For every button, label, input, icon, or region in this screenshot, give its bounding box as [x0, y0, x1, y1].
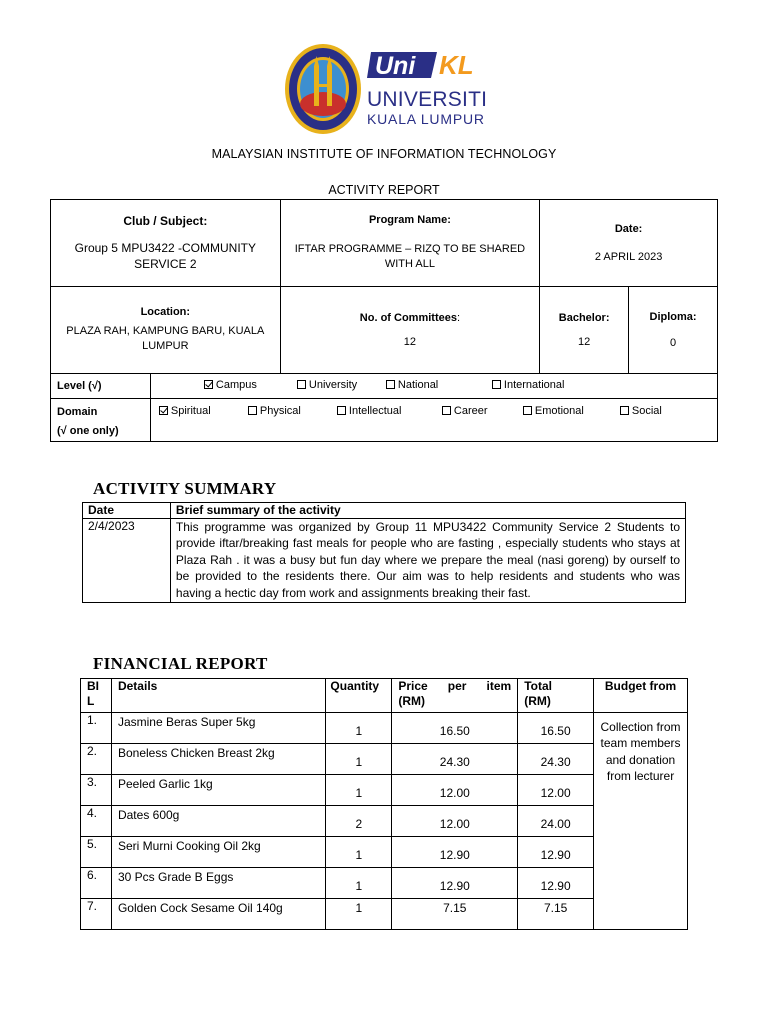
location-value: PLAZA RAH, KAMPUNG BARU, KUALA LUMPUR: [66, 325, 265, 352]
svg-text:KL: KL: [439, 50, 474, 80]
diploma-label: Diploma:: [649, 311, 697, 323]
summary-text: This programme was organized by Group 11 MPU3422 Community Service 2 Students to provide iftar/breaking fast meals for people who are fasting , especially students who stays at Plaza Rah . it was a busy but fun day where we prepare the meal (nasi goreng) by ourself to be provided to the residents there. Our aim was to help residents and students who was having a hectic day from work and assignments breaking their fast.: [170, 519, 685, 603]
program-value: IFTAR PROGRAMME – RIZQ TO BE SHARED WITH ALL: [294, 243, 526, 270]
item-quantity: 1: [326, 899, 392, 930]
diploma-cell: [629, 287, 718, 374]
checkbox-icon[interactable]: [442, 406, 451, 415]
item-bil: 7.: [81, 899, 112, 930]
checkbox-checked-icon[interactable]: [159, 406, 168, 415]
checkbox-icon[interactable]: [297, 380, 306, 389]
checkbox-icon[interactable]: [523, 406, 532, 415]
level-option-national[interactable]: National: [386, 379, 438, 391]
item-total: 24.00: [518, 806, 594, 837]
checkbox-icon[interactable]: [620, 406, 629, 415]
domain-option-intellectual[interactable]: Intellectual: [337, 405, 402, 417]
summary-date: 2/4/2023: [83, 519, 171, 603]
header-bil: BI L: [81, 679, 112, 713]
checkbox-checked-icon[interactable]: [204, 380, 213, 389]
domain-option-social[interactable]: Social: [620, 405, 662, 417]
budget-from-value: Collection from team members and donation from lecturer: [594, 713, 688, 930]
domain-options: [150, 399, 717, 442]
table-row: [81, 713, 688, 744]
item-quantity: 1: [326, 868, 392, 899]
unikl-logo: [283, 42, 493, 136]
financial-report-table: [80, 678, 688, 930]
checkbox-icon[interactable]: [386, 380, 395, 389]
svg-text:KUALA LUMPUR: KUALA LUMPUR: [367, 111, 484, 127]
report-title: ACTIVITY REPORT: [328, 183, 440, 197]
location-label: Location:: [140, 306, 191, 318]
level-label: Level (√): [51, 374, 151, 399]
svg-text:UNIVERSITI: UNIVERSITI: [367, 88, 487, 111]
checkbox-icon[interactable]: [492, 380, 501, 389]
header-price: Price per item (RM): [392, 679, 518, 713]
program-label: Program Name:: [368, 214, 451, 226]
domain-label: Domain (√ one only): [51, 399, 151, 442]
item-quantity: 1: [326, 775, 392, 806]
level-option-international[interactable]: International: [492, 379, 565, 391]
date-label: Date:: [614, 223, 643, 235]
item-price: 12.00: [392, 775, 518, 806]
financial-report-title: FINANCIAL REPORT: [93, 654, 268, 673]
item-price: 16.50: [392, 713, 518, 744]
checkbox-icon[interactable]: [248, 406, 257, 415]
header-budget: Budget from: [594, 679, 688, 713]
item-quantity: 1: [326, 744, 392, 775]
item-bil: 6.: [81, 868, 112, 899]
item-details: Dates 600g: [111, 806, 325, 837]
level-option-campus[interactable]: Campus: [204, 379, 257, 391]
item-details: Golden Cock Sesame Oil 140g: [111, 899, 325, 930]
club-label: Club / Subject:: [123, 213, 208, 228]
institute-title: MALAYSIAN INSTITUTE OF INFORMATION TECHNOLOGY: [211, 147, 557, 161]
committees-colon: :: [456, 312, 461, 324]
university-seal-icon: [283, 42, 363, 136]
header-total: Total (RM): [518, 679, 594, 713]
bachelor-value: 12: [578, 336, 591, 348]
date-value: 2 APRIL 2023: [594, 251, 663, 263]
item-total: 24.30: [518, 744, 594, 775]
item-total: 12.90: [518, 837, 594, 868]
item-details: 30 Pcs Grade B Eggs: [111, 868, 325, 899]
checkbox-icon[interactable]: [337, 406, 346, 415]
program-cell: [280, 200, 540, 287]
domain-option-emotional[interactable]: Emotional: [523, 405, 584, 417]
item-quantity: 2: [326, 806, 392, 837]
item-details: Seri Murni Cooking Oil 2kg: [111, 837, 325, 868]
club-value: Group 5 MPU3422 -COMMUNITY SERVICE 2: [74, 240, 257, 271]
summary-header-date: Date: [83, 503, 171, 519]
domain-option-physical[interactable]: Physical: [248, 405, 301, 417]
item-total: 16.50: [518, 713, 594, 744]
item-price: 24.30: [392, 744, 518, 775]
date-cell: [540, 200, 718, 287]
item-bil: 2.: [81, 744, 112, 775]
location-cell: [51, 287, 281, 374]
level-options: [150, 374, 717, 399]
item-bil: 3.: [81, 775, 112, 806]
diploma-value: 0: [669, 337, 677, 349]
item-price: 12.00: [392, 806, 518, 837]
domain-option-spiritual[interactable]: Spiritual: [159, 405, 211, 417]
item-quantity: 1: [326, 713, 392, 744]
item-bil: 4.: [81, 806, 112, 837]
item-details: Jasmine Beras Super 5kg: [111, 713, 325, 744]
item-quantity: 1: [326, 837, 392, 868]
item-details: Boneless Chicken Breast 2kg: [111, 744, 325, 775]
committees-cell: [280, 287, 540, 374]
item-bil: 5.: [81, 837, 112, 868]
financial-header-row: [81, 679, 688, 713]
activity-info-table: [50, 199, 718, 442]
item-bil: 1.: [81, 713, 112, 744]
item-price: 12.90: [392, 868, 518, 899]
item-total: 7.15: [518, 899, 594, 930]
header-quantity: Quantity: [326, 679, 392, 713]
level-option-university[interactable]: University: [297, 379, 357, 391]
summary-header-brief: Brief summary of the activity: [170, 503, 685, 519]
committees-value: 12: [403, 336, 417, 348]
domain-option-career[interactable]: Career: [442, 405, 488, 417]
item-price: 12.90: [392, 837, 518, 868]
committees-label: No. of Committees: [359, 312, 457, 324]
club-cell: [51, 200, 281, 287]
activity-summary-title: ACTIVITY SUMMARY: [93, 479, 277, 498]
unikl-wordmark: [367, 50, 493, 130]
activity-summary-table: [82, 502, 686, 603]
item-price: 7.15: [392, 899, 518, 930]
item-details: Peeled Garlic 1kg: [111, 775, 325, 806]
item-total: 12.00: [518, 775, 594, 806]
svg-text:Uni: Uni: [375, 52, 416, 80]
item-total: 12.90: [518, 868, 594, 899]
header-details: Details: [111, 679, 325, 713]
bachelor-label: Bachelor:: [558, 312, 610, 324]
bachelor-cell: [540, 287, 629, 374]
